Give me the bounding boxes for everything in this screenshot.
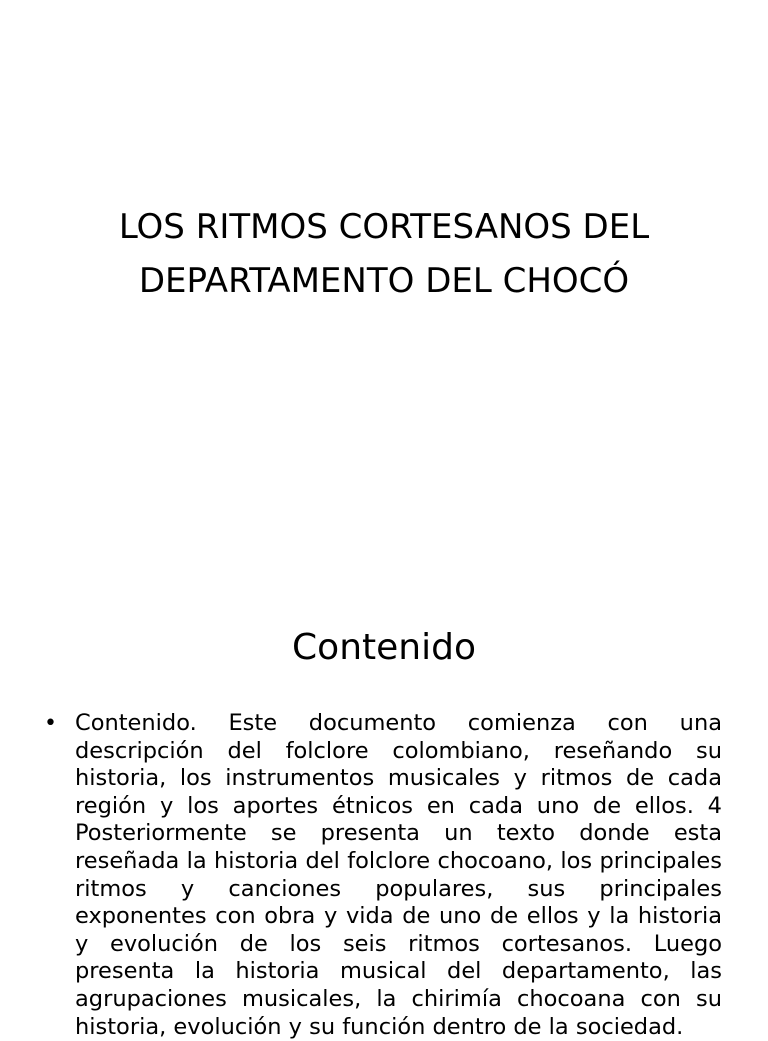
document-title: LOS RITMOS CORTESANOS DEL DEPARTAMENTO DEL CHOCÓ: [118, 207, 650, 301]
bullet-text: Contenido. Este documento comienza con una descripción del folclore colombiano, reseñando su historia, los instrumentos musicales y ritmos de cada región y los aportes étnicos en cada uno de ellos. 4 Posteriormente se presenta un texto donde esta reseñada la historia del folclore chocoano, los principales ritmos y canciones populares, sus principales exponentes con obra y vida de uno de ellos y la historia y evolución de los seis ritmos cortesanos. Luego presenta la historia musical del departamento, las agrupaciones musicales, la chirimía chocoana con su historia, evolución y su función dentro de la sociedad.: [75, 710, 722, 1040]
section-title: Contenido: [292, 627, 476, 668]
bullet-list: [44, 710, 722, 1041]
bullet-item: [44, 710, 722, 1041]
content-slide: [0, 576, 768, 1040]
bullet-icon: •: [44, 711, 57, 736]
